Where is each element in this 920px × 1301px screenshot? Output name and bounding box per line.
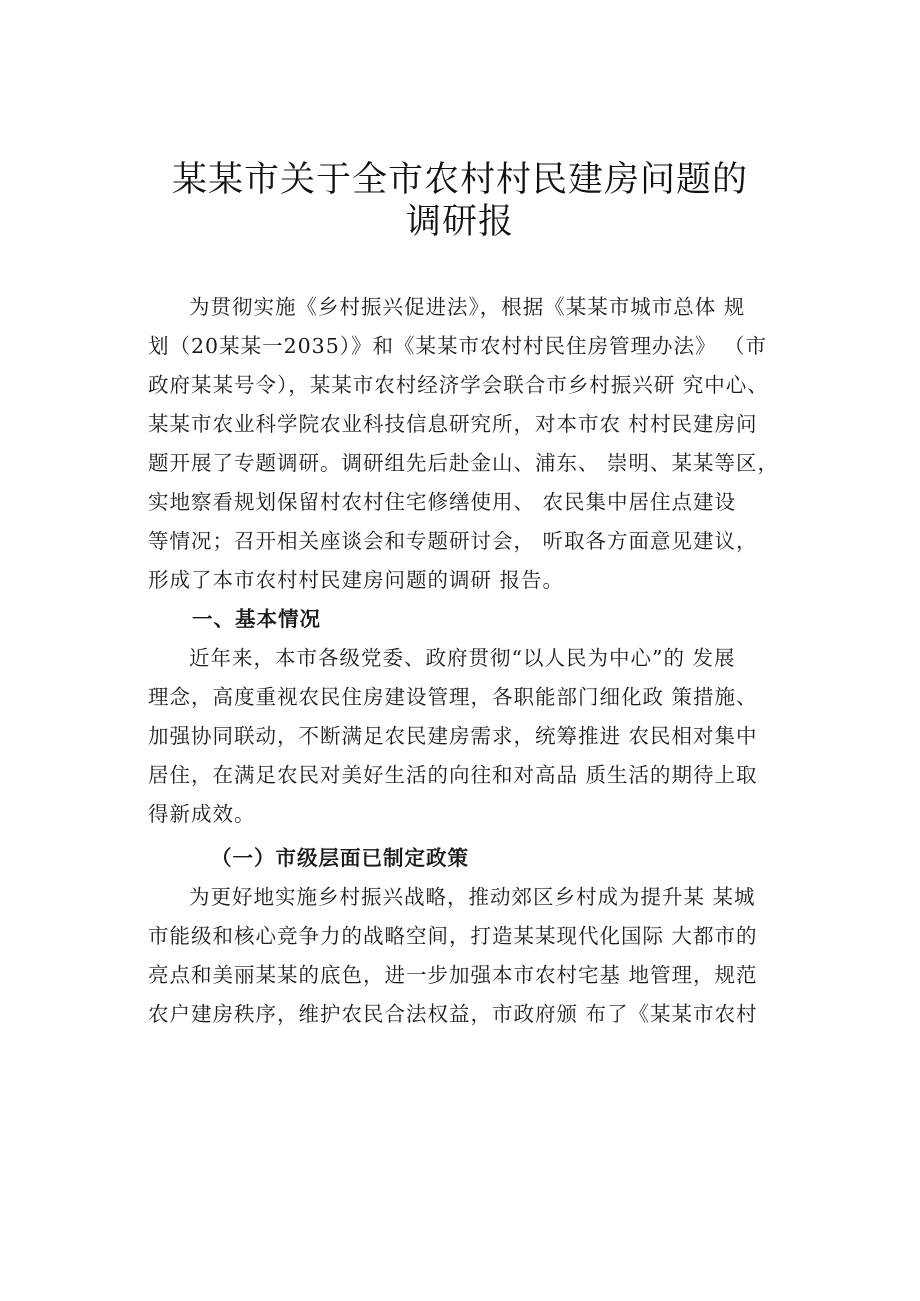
text-line: 划（20某某一2035）》和《某某市农村村民住房管理办法》 （市	[148, 334, 768, 358]
text-line: 亮点和美丽某某的底色，进一步加强本市农村宅基 地管理，规范	[148, 963, 758, 987]
section-heading-basic-situation: 一、基本情况	[192, 607, 321, 631]
text-line: 形成了本市农村村民建房问题的调研 报告。	[148, 568, 565, 592]
text-line: 等情况；召开相关座谈会和专题研讨会， 听取各方面意见建议，	[148, 529, 758, 553]
intro-paragraph	[148, 288, 808, 600]
text-line: 农户建房秩序，维护农民合法权益，市政府颁 布了《某某市农村	[148, 1002, 758, 1026]
text-line: 政府某某号令），某某市农村经济学会联合市乡村振兴研 究中心、	[148, 373, 769, 397]
text-line: 理念，高度重视农民住房建设管理，各职能部门细化政 策措施、	[148, 685, 758, 709]
text-line: 市能级和核心竞争力的战略空间，打造某某现代化国际 大都市的	[148, 924, 758, 948]
text-line: 居住，在满足农民对美好生活的向往和对高品 质生活的期待上取	[148, 763, 758, 787]
subsection1-paragraph	[148, 878, 808, 1034]
text-line: 某某市农业科学院农业科技信息研究所，对本市农 村村民建房问	[148, 412, 758, 436]
text-line: 得新成效。	[148, 802, 256, 826]
text-line: 为贯彻实施《乡村振兴促进法》，根据《某某市城市总体 规	[189, 295, 746, 319]
document-title-line1: 某某市关于全市农村村民建房问题的	[171, 160, 748, 200]
subsection-heading-city-policy: （一）市级层面已制定政策	[211, 846, 469, 870]
text-line: 实地察看规划保留村农村住宅修缮使用、 农民集中居住点建设	[148, 490, 737, 514]
document-title-line2: 调研报	[405, 202, 514, 242]
document-body	[148, 288, 808, 1034]
text-line: 加强协同联动，不断满足农民建房需求，统筹推进 农民相对集中	[148, 724, 758, 748]
section1-paragraph	[148, 639, 808, 834]
text-line: 近年来，本市各级党委、政府贯彻“以人民为中心”的 发展	[189, 646, 736, 670]
text-line: 为更好地实施乡村振兴战略，推动郊区乡村成为提升某 某城	[189, 885, 756, 909]
text-line: 题开展了专题调研。调研组先后赴金山、浦东、 崇明、某某等区，	[148, 451, 780, 475]
